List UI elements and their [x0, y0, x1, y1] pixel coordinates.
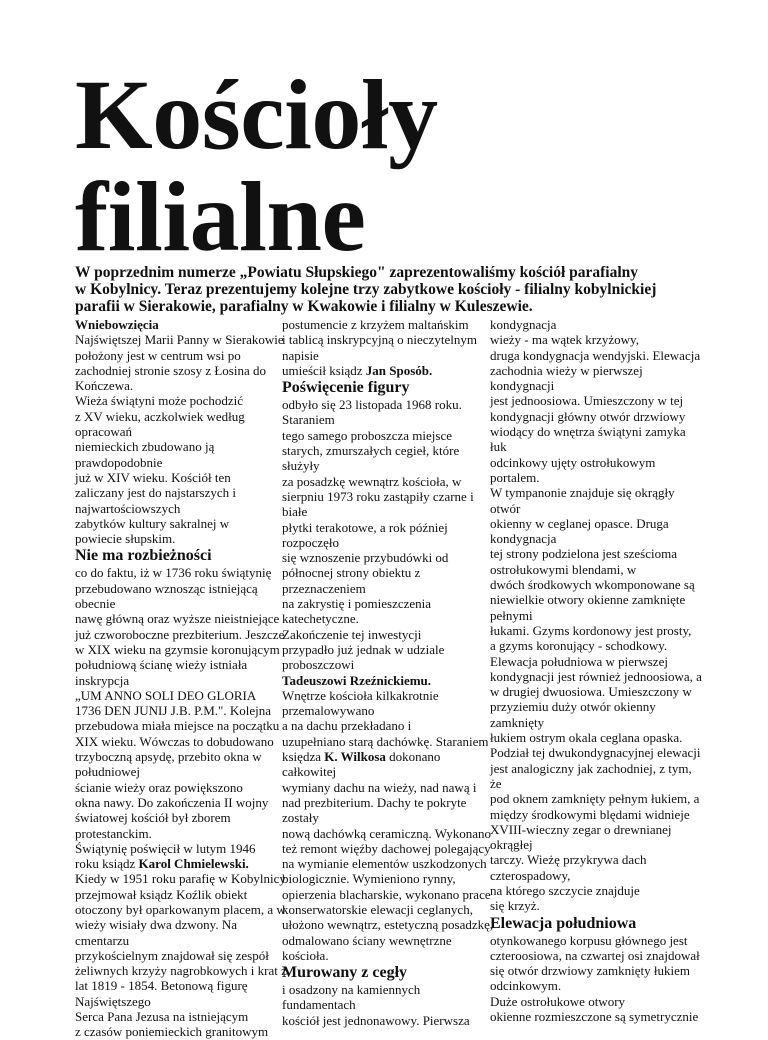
text-line: łuk	[490, 439, 507, 455]
text-line: przypadło już jednak w udziale	[282, 641, 445, 657]
text-line: przyziemiu duży otwór okienny	[490, 699, 656, 715]
text-line: pod oknem zamknięty pełnym łukiem, a	[490, 791, 700, 807]
article-lead	[75, 264, 715, 315]
text-line: opierzenia blacharskie, wykonano prace	[282, 886, 491, 902]
text-line: druga kondygnacja wendyjski. Elewacja	[490, 347, 701, 363]
text-line: proboszczowi	[282, 657, 355, 673]
text-line: niemieckich zbudowano ją	[75, 439, 215, 455]
text-line: pełnymi	[490, 607, 533, 623]
text-line: protestanckim.	[75, 825, 152, 841]
text-line: służyły	[282, 458, 320, 474]
text-line: przejmował ksiądz Koźlik obiekt	[75, 886, 248, 902]
text-line: zostały	[282, 810, 319, 826]
text-line: W tympanonie znajduje się okrągły	[490, 485, 675, 501]
text-line: wieży wisiały dwa dzwony. Na	[75, 917, 237, 933]
text-line: XVIII-wieczny zegar o drewnianej	[490, 821, 672, 837]
text-line: odbyło się 23 listopada 1968 roku.	[282, 397, 462, 413]
section-heading: Wniebowzięcia	[75, 317, 159, 332]
text-line: położony jest w centrum wsi po	[75, 347, 241, 363]
text-line: z czasów poniemieckich granitowym	[75, 1024, 269, 1040]
text-line: światowej kościół był zborem	[75, 810, 231, 826]
text-line: 1736 DEN JUNIJ J.B. P.M.". Kolejna	[75, 703, 271, 719]
text-line: i osadzony na kamiennych	[282, 982, 421, 998]
text-line: lat 1819 - 1854. Betonową figurę	[75, 978, 248, 994]
text-line: umieścił ksiądz Jan Sposób.	[282, 362, 433, 378]
text-line: Wnętrze kościoła kilkakrotnie	[282, 687, 439, 703]
text-line: łukami. Gzyms kordonowy jest prosty,	[490, 622, 692, 638]
text-line: na zakrystię i pomieszczenia	[282, 596, 432, 612]
text-line: okna nawy. Do zakończenia II wojny	[75, 794, 269, 810]
text-line: tej strony podzielona jest sześcioma	[490, 546, 678, 562]
text-line: kondygnacja	[490, 317, 557, 332]
text-line: kondygnacja	[490, 531, 557, 547]
text-line: otwór	[490, 500, 521, 516]
text-line: inskrypcja	[75, 672, 130, 688]
text-line: żeliwnych krzyży nagrobkowych i krat z	[75, 963, 287, 979]
text-line: cmentarzu	[75, 932, 130, 948]
text-line: przeznaczeniem	[282, 580, 366, 596]
text-line: na którego szczycie znajduje	[490, 882, 640, 898]
text-line: roku ksiądz Karol Chmielewski.	[75, 856, 249, 872]
text-line: XIX wieku. Wówczas to dobudowano	[75, 733, 274, 749]
lead-line: parafii w Sierakowie, parafialny w Kwakowie i filialny w Kuleszewie.	[75, 298, 533, 315]
paragraph	[282, 397, 480, 672]
text-line: nową dachówką ceramiczną. Wykonano	[282, 825, 492, 841]
text-line: zabytków kultury sakralnej w	[75, 515, 230, 531]
subheading: Nie ma rozbieżności	[75, 547, 212, 565]
text-line: czteroosiowa, na czwartej osi znajdował	[490, 947, 700, 963]
text-line: tego samego proboszcza miejsce	[282, 427, 453, 443]
text-line: już czworoboczne prezbiterium. Jeszcze	[75, 626, 285, 642]
text-line: ścianie wieży oraz powiększono	[75, 779, 243, 795]
paragraph	[282, 687, 494, 963]
text-line: Najświętszej Marii Panny w Sierakowie	[75, 332, 284, 348]
text-line: kościoła.	[282, 947, 329, 963]
text-line: Wieża świątyni może pochodzić	[75, 393, 244, 409]
person-name: Jan Sposób.	[365, 362, 433, 378]
text-line: kondygnacji	[490, 378, 555, 394]
text-line: co do faktu, iż w 1736 roku świątynię	[75, 565, 272, 581]
text-line: trzyboczną apsydę, przebito okna w	[75, 749, 262, 765]
column-1	[75, 317, 287, 1040]
text-line: a gzyms koronujący - schodkowy.	[490, 638, 668, 654]
text-line: Kończewa.	[75, 378, 134, 394]
text-line: Elewacja południowa w pierwszej	[490, 653, 668, 669]
text-line: Podział tej dwukondygnacyjnej elewacji	[490, 745, 701, 761]
text-line: dwóch środkowych wkomponowane są	[490, 577, 695, 593]
text-line: kościół jest jednonawowy. Pierwsza	[282, 1012, 470, 1028]
text-line: że	[490, 775, 502, 791]
text-line: okienny w ceglanej opasce. Druga	[490, 515, 669, 531]
text-line: jest analogiczny jak zachodniej, z tym,	[490, 760, 692, 776]
column-3	[490, 317, 712, 1024]
text-line: okienne rozmieszczone są symetrycznie	[490, 1009, 699, 1025]
text-line: przebudowa miała miejsce na początku	[75, 718, 280, 734]
text-line: portalem.	[490, 469, 540, 485]
text-line: nad prezbiterium. Dachy te pokryte	[282, 794, 467, 810]
lead-line: w Kobylnicy. Teraz prezentujemy kolejne trzy zabytkowe kościoły - filialny kobylnickiej	[75, 281, 657, 298]
subheading: Poświęcenie figury	[282, 379, 410, 397]
text-line: przemalowywano	[282, 703, 375, 719]
text-line: księdza K. Wilkosa dokonano	[282, 749, 441, 765]
text-line: północnej strony obiektu z	[282, 565, 421, 581]
text-line: nawę główną oraz wyższe nieistniejące	[75, 611, 280, 627]
subheading: Murowany z cegły	[282, 964, 408, 982]
text-line: fundamentach	[282, 997, 356, 1013]
paragraph	[75, 332, 284, 547]
paragraph	[490, 317, 712, 914]
paragraph	[282, 317, 480, 378]
text-line: odmalowano ściany wewnętrzne	[282, 932, 452, 948]
text-line: się wznoszenie przybudówki od	[282, 550, 449, 566]
text-line: Staraniem	[282, 412, 335, 428]
text-line: postumencie z krzyżem maltańskim	[282, 317, 469, 332]
text-line: południową ścianę wieży istniała	[75, 657, 248, 673]
text-line: w XIX wieku na gzymsie koronującym	[75, 641, 280, 657]
text-line: ostrołukowymi blendami, w	[490, 561, 637, 577]
paragraph	[75, 565, 287, 1040]
text-line: białe	[282, 504, 308, 520]
text-line: konserwatorskie elewacji ceglanych,	[282, 901, 473, 917]
text-line: przebudowano wznosząc istniejącą	[75, 580, 258, 596]
text-line: się otwór drzwiowy zamknięty łukiem	[490, 963, 691, 979]
text-line: zaliczany jest do najstarszych i	[75, 485, 236, 501]
text-line: i tablicą inskrypcyjną o nieczytelnym	[282, 332, 477, 348]
text-line: napisie	[282, 347, 319, 363]
text-line: południowej	[75, 764, 140, 780]
text-line: otoczony był oparkowanym placem, a w	[75, 901, 286, 917]
paragraph	[490, 933, 712, 1025]
text-line: się krzyż.	[490, 898, 540, 914]
text-line: prawdopodobnie	[75, 454, 163, 470]
text-line: odcinkowy ujęty ostrołukowym	[490, 454, 656, 470]
text-line: łukiem ostrym okala ceglana opaska.	[490, 730, 683, 746]
text-line: z XV wieku, aczkolwiek według	[75, 408, 245, 424]
text-line: otynkowanego korpusu głównego jest	[490, 932, 688, 948]
text-line: „UM ANNO SOLI DEO GLORIA	[75, 687, 257, 703]
text-line: wieży - ma wątek krzyżowy,	[490, 332, 639, 348]
text-line: całkowitej	[282, 764, 337, 780]
text-line: Najświętszego	[75, 993, 151, 1009]
text-line: najwartościowszych	[75, 500, 181, 516]
text-line: Duże ostrołukowe otwory	[490, 993, 626, 1009]
text-line: jest jednoosiowa. Umieszczony w tej	[490, 393, 684, 409]
text-line: za posadzkę wewnątrz kościoła, w	[282, 473, 462, 489]
text-line: Świątynię poświęcił w lutym 1946	[75, 840, 256, 856]
text-line: na wymianie elementów uszkodzonych	[282, 856, 487, 872]
person-name: Karol Chmielewski.	[138, 856, 249, 872]
text-line: czterospadowy,	[490, 867, 571, 883]
text-line: Serca Pana Jezusa na istniejącym	[75, 1009, 249, 1025]
paragraph	[282, 982, 480, 1028]
text-line: zachodnia wieży w pierwszej	[490, 362, 643, 378]
text-line: biologicznie. Wymieniono rynny,	[282, 871, 456, 887]
text-line: wymiany dachu na wieży, nad nawą i	[282, 779, 477, 795]
text-line: sierpniu 1973 roku zastąpiły czarne i	[282, 488, 474, 504]
text-line: Kiedy w 1951 roku parafię w Kobylnicy	[75, 871, 286, 887]
text-line: niewielkie otwory okienne zamknięte	[490, 592, 686, 608]
text-line: powiecie słupskim.	[75, 531, 176, 547]
text-line: uzupełniano starą dachówkę. Staraniem	[282, 733, 489, 749]
subheading: Elewacja południowa	[490, 914, 637, 932]
text-line: okrągłej	[490, 837, 533, 853]
text-line: w drugiej dwuosiowa. Umieszczony w	[490, 684, 692, 700]
text-line: też remont więźby dachowej polegający	[282, 840, 491, 856]
text-line: rozpoczęło	[282, 534, 340, 550]
text-line: zachodniej stronie szosy z Łosina do	[75, 362, 266, 378]
text-line: już w XIV wieku. Kościół ten	[75, 469, 231, 485]
column-2	[282, 317, 494, 1028]
title-line-1: Kościoły	[75, 59, 438, 170]
text-line: opracowań	[75, 424, 133, 440]
text-line: obecnie	[75, 596, 116, 612]
text-line: katechetyczne.	[282, 611, 359, 627]
text-line: tarczy. Wieżę przykrywa dach	[490, 852, 647, 868]
text-line: płytki terakotowe, a rok później	[282, 519, 448, 535]
text-line: ułożono wewnątrz, estetyczną posadzkę,	[282, 917, 494, 933]
text-line: starych, zmurszałych cegieł, które	[282, 443, 460, 459]
text-line: a na dachu przekładano i	[282, 718, 412, 734]
person-name: K. Wilkosa	[324, 749, 386, 765]
text-line: kondygnacji jest również jednoosiowa, a	[490, 668, 702, 684]
text-line: wiodący do wnętrza świątyni zamyka	[490, 424, 686, 440]
lead-line: W poprzednim numerze „Powiatu Słupskiego" zaprezentowaliśmy kościół parafialny	[75, 264, 639, 281]
text-line: zamknięty	[490, 714, 545, 730]
text-line: Zakończenie tej inwestycji	[282, 626, 422, 642]
title-line-2: filialne	[75, 161, 366, 272]
person-name: Tadeuszowi Rzeźnickiemu.	[282, 672, 432, 688]
text-line: przykościelnym znajdował się zespół	[75, 947, 269, 963]
text-line: między środkowymi blędami widnieje	[490, 806, 690, 822]
article-title	[75, 59, 438, 272]
text-line: kondygnacji główny otwór drzwiowy	[490, 408, 686, 424]
text-line: odcinkowym.	[490, 978, 562, 994]
